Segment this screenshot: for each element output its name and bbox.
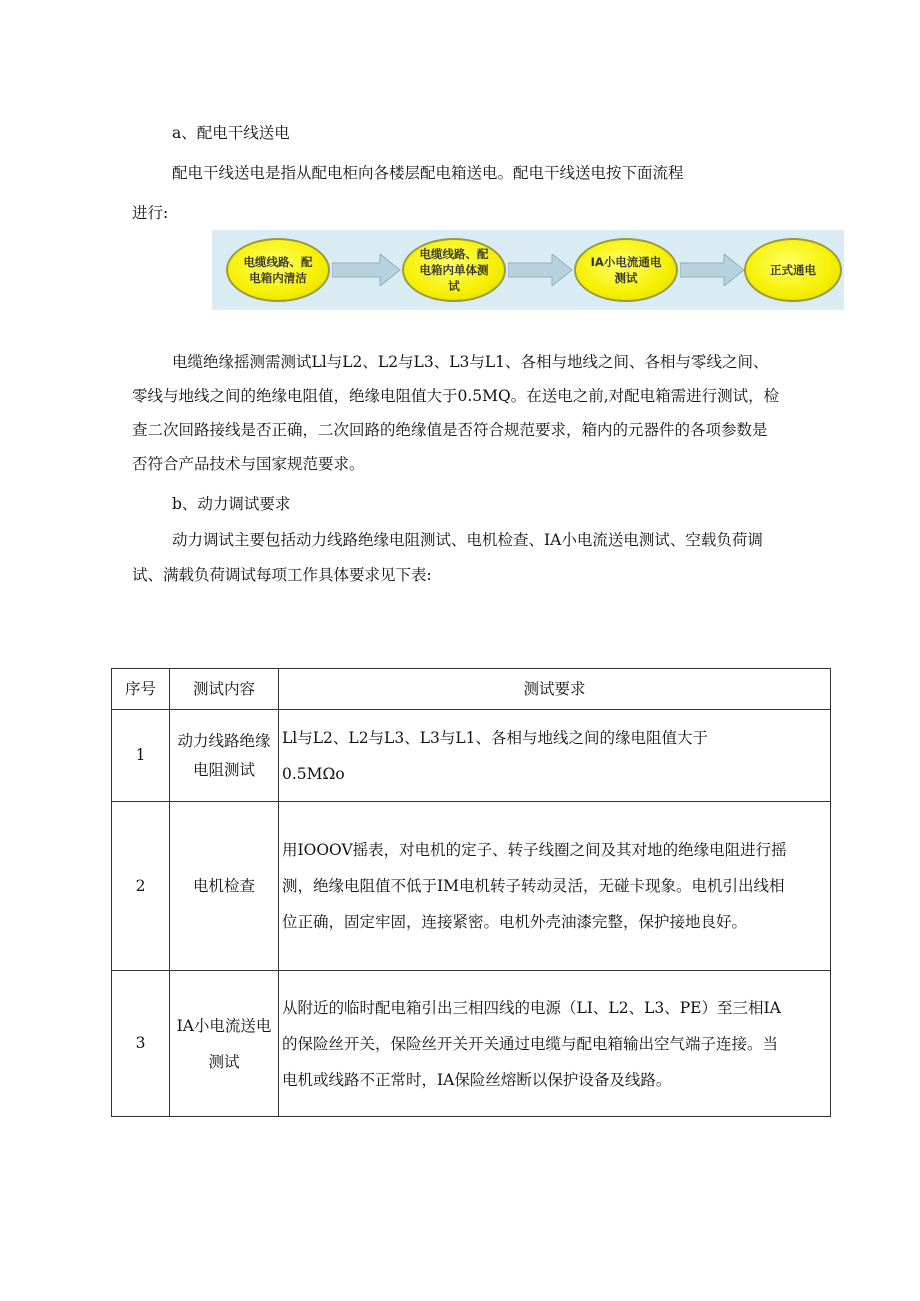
row-test-content	[170, 710, 279, 802]
flow-step-1	[226, 238, 330, 302]
row-test-content	[170, 971, 279, 1117]
header-test-content: 测试内容	[170, 669, 279, 710]
flow-arrow-1-icon	[332, 254, 402, 286]
flow-step-3-label: IA小电流通电测试	[590, 255, 662, 285]
row-test-requirement	[279, 710, 831, 802]
row-requirement-line: Ll与L2、L2与L3、L3与L1、各相与地线之间的缘电阻值大于	[282, 728, 709, 747]
flow-step-4	[744, 238, 842, 302]
row-test-content-line: 测试	[208, 1052, 240, 1071]
insulation-paragraph-line2: 零线与地线之间的绝缘电阻值，绝缘电阻值大于0.5MQ。在送电之前,对配电箱需进行测试，检	[132, 387, 780, 405]
table-row	[112, 710, 831, 802]
section-b-line1: 动力调试主要包括动力线路绝缘电阻测试、电机检查、IA小电流送电测试、空载负荷调	[172, 531, 763, 549]
table-row	[112, 971, 831, 1117]
flow-step-2-label: 电缆线路、配电箱内单体测试	[419, 247, 489, 293]
table-row	[112, 802, 831, 971]
row-requirement-line: 位正确，固定牢固，连接紧密。电机外壳油漆完整，保护接地良好。	[282, 913, 748, 931]
row-requirement-line: 用IOOOV摇表，对电机的定子、转子线圈之间及其对地的绝缘电阻进行摇	[282, 841, 787, 859]
flow-step-3	[574, 238, 678, 302]
insulation-paragraph-line3: 查二次回路接线是否正确，二次回路的绝缘值是否符合规范要求，箱内的元器件的各项参数是	[132, 421, 768, 439]
section-b-heading: b、动力调试要求	[172, 495, 291, 513]
row-requirement-line: 的保险丝开关，保险丝开关开关通过电缆与配电箱输出空气端子连接。当	[282, 1034, 779, 1053]
section-a-intro-line1: 配电干线送电是指从配电柜向各楼层配电箱送电。配电干线送电按下面流程	[172, 164, 684, 182]
flow-arrow-2-icon	[508, 254, 574, 286]
row-test-content	[170, 802, 279, 971]
power-flow-diagram	[212, 230, 844, 310]
row-test-content-line: 电阻测试	[192, 760, 255, 779]
row-test-content-line: 电机检查	[192, 876, 255, 895]
row-test-requirement	[279, 802, 831, 971]
row-requirement-line: 测，绝缘电阻值不低于IM电机转子转动灵活，无碰卡现象。电机引出线相	[282, 877, 785, 895]
row-test-requirement	[279, 971, 831, 1117]
requirements-table	[111, 668, 831, 1117]
row-test-content-line: IA小电流送电	[176, 1016, 272, 1035]
insulation-paragraph-line4: 否符合产品技术与国家规范要求。	[132, 455, 365, 473]
table-header-row	[112, 669, 831, 710]
row-test-content-line: 动力线路绝缘	[177, 731, 271, 750]
header-test-requirement: 测试要求	[279, 669, 831, 710]
flow-step-1-label: 电缆线路、配电箱内清洁	[243, 255, 313, 285]
row-requirement-line: 从附近的临时配电箱引出三相四线的电源（LI、L2、L3、PE）至三相IA	[282, 998, 781, 1017]
row-requirement-line: 0.5MΩo	[282, 764, 345, 783]
insulation-paragraph-line1: 电缆绝缘摇测需测试Ll与L2、L2与L3、L3与L1、各相与地线之间、各相与零线之间、	[172, 353, 769, 371]
header-number: 序号	[112, 669, 170, 710]
row-number: 2	[112, 802, 170, 971]
flow-step-4-label: 正式通电	[770, 263, 816, 277]
section-a-intro-line2: 进行:	[132, 204, 169, 222]
section-a-heading: a、配电干线送电	[172, 124, 290, 142]
flow-arrow-3-icon	[680, 254, 746, 286]
section-b-line2: 试、满载负荷调试每项工作具体要求见下表:	[132, 566, 432, 584]
row-number: 1	[112, 710, 170, 802]
flow-step-2	[402, 238, 506, 302]
row-number: 3	[112, 971, 170, 1117]
row-requirement-line: 电机或线路不正常时，IA保险丝熔断以保护设备及线路。	[282, 1070, 672, 1089]
